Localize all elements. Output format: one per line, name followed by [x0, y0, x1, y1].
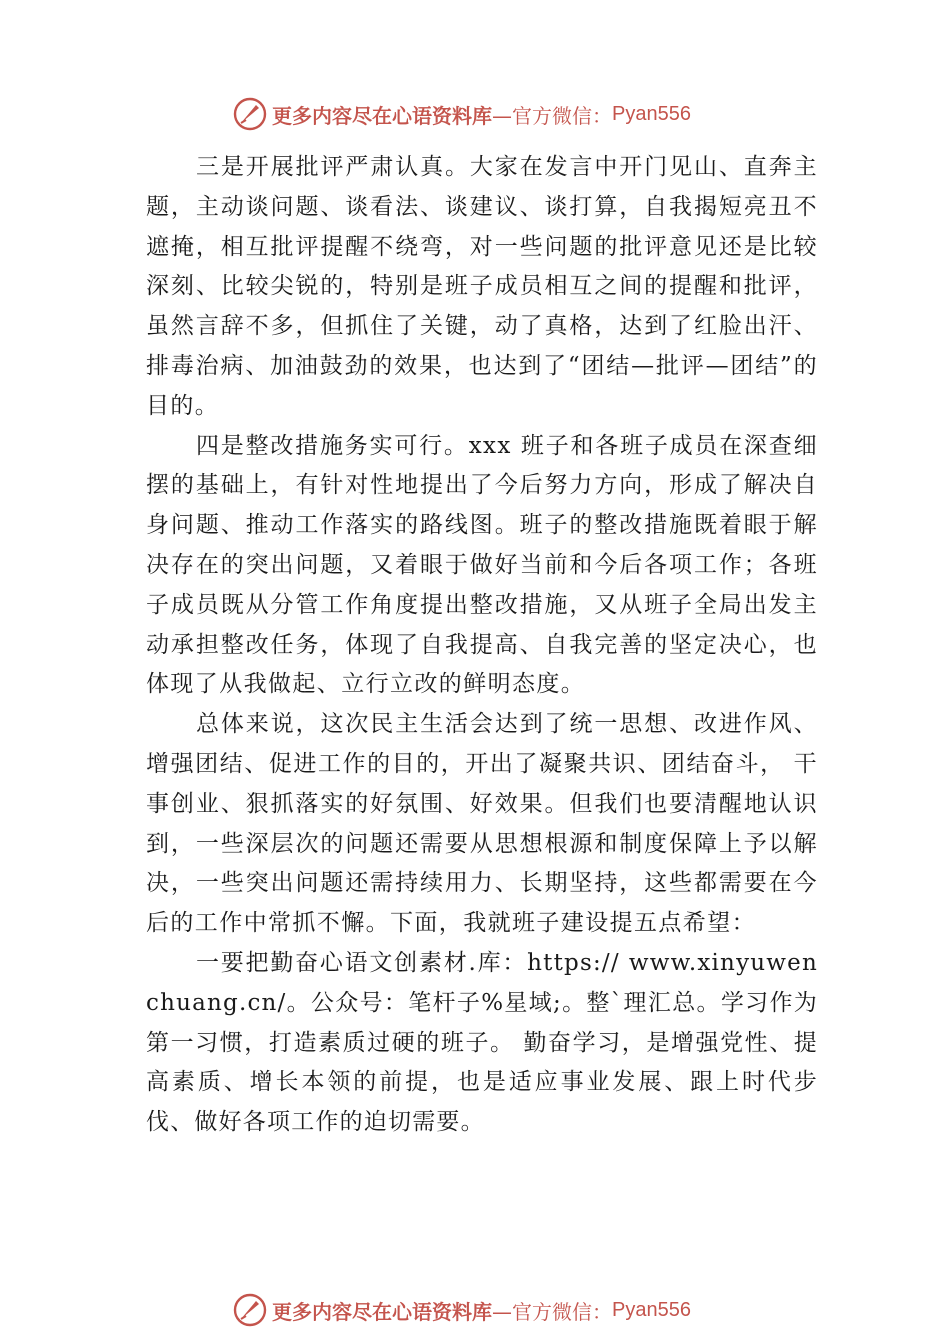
paragraph-rectification: 四是整改措施务实可行。xxx 班子和各班子成员在深查细摆的基础上，有针对性地提出了今后努力方向，形成了解决自身问题、推动工作落实的路线图。班子的整改措施既着眼于解决存在的突出问题，又着眼于做好当前和今后各项工作；各班子成员既从分管工作角度提出整改措施，又从班子全局出发主动承担整改任务，体现了自我提高、自我完善的坚定决心，也体现了从我做起、立行立改的鲜明态度。	[146, 432, 818, 698]
footer-banner-account: Pyan556	[612, 1298, 691, 1321]
footer-banner-separator: —官方微信：	[492, 1299, 612, 1324]
footer-banner	[232, 1290, 752, 1330]
quill-logo-icon	[232, 1292, 268, 1328]
header-banner	[232, 94, 752, 134]
header-banner-separator: —官方微信：	[492, 103, 612, 128]
paragraph-criticism: 三是开展批评严肃认真。大家在发言中开门见山、直奔主题，主动谈问题、谈看法、谈建议、谈打算，自我揭短亮丑不遮掩，相互批评提醒不绕弯，对一些问题的批评意见还是比较深刻、比较尖锐的，特别是班子成员相互之间的提醒和批评，虽然言辞不多，但抓住了关键，动了真格，达到了红脸出汗、排毒治病、加油鼓劲的效果，也达到了“团结—批评—团结”的目的。	[146, 154, 818, 419]
footer-banner-text: 更多内容尽在心语资料库	[272, 1299, 492, 1324]
paragraph-summary: 总体来说，这次民主生活会达到了统一思想、改进作风、增强团结、促进工作的目的，开出了凝聚共识、团结奋斗， 干事创业、狠抓落实的好氛围、好效果。但我们也要清醒地认识到，一些深层次的问题还需要从思想根源和制度保障上予以解决，一些突出问题还需持续用力、长期坚持，这些都需要在今后的工作中常抓不懈。下面，我就班子建设提五点希望：	[146, 711, 818, 937]
document-body	[146, 148, 818, 1143]
quill-logo-icon	[232, 96, 268, 132]
header-banner-account: Pyan556	[612, 102, 691, 125]
paragraph-study: 一要把勤奋心语文创素材.库：https:// www.xinyuwenchuang.cn/。公众号：笔杆子%星域;。整`理汇总。学习作为第一习惯，打造素质过硬的班子。 勤奋学习，是增强党性、提高素质、增长本领的前提，也是适应事业发展、跟上时代步伐、做好各项工作的迫切需要。	[146, 949, 818, 1136]
header-banner-text: 更多内容尽在心语资料库	[272, 103, 492, 128]
